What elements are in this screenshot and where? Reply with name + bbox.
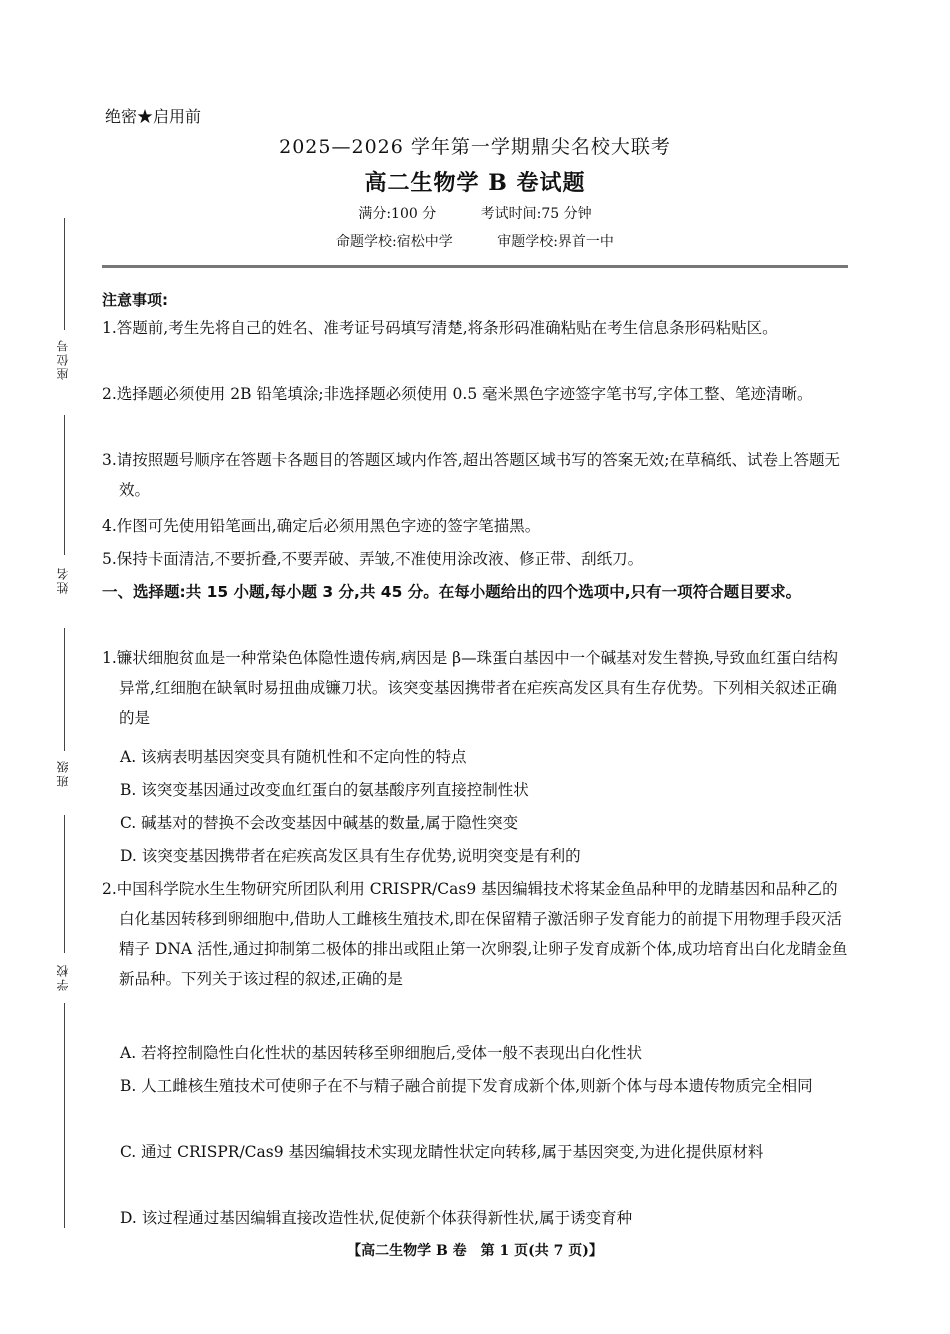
page-footer: 【高二生物学 B 卷 第 1 页(共 7 页)】 (347, 1243, 603, 1259)
seat-label: 座位号 (56, 338, 70, 380)
question-option: D. 该过程通过基因编辑直接改造性状,促使新个体获得新性状,属于诱变育种 (120, 1209, 633, 1227)
question-option: A. 若将控制隐性白化性状的基因转移至卵细胞后,受体一般不表现出白化性状 (120, 1044, 642, 1062)
question-option: C. 通过 CRISPR/Cas9 基因编辑技术实现龙睛性状定向转移,属于基因突变,为进化提供原材料 (120, 1143, 764, 1161)
note-item: 3.请按照题号顺序在答题卡各题目的答题区域内作答,超出答题区域书写的答案无效;在草稿纸、试卷上答题无效。 (102, 451, 840, 499)
exam-meta-schools (0, 231, 950, 251)
binding-line (64, 415, 65, 555)
note-item: 4.作图可先使用铅笔画出,确定后必须用黑色字迹的签字笔描黑。 (102, 517, 541, 535)
school-label: 学校 (56, 963, 70, 991)
exam-meta-score-time (0, 203, 950, 223)
question-stem: 1.镰状细胞贫血是一种常染色体隐性遗传病,病因是 β—珠蛋白基因中一个碱基对发生替换,导致血红蛋白结构异常,红细胞在缺氧时易扭曲成镰刀状。该突变基因携带者在疟疾高发区具有生存优势。下列相关叙述正确的是 (102, 649, 839, 727)
header-divider (102, 265, 848, 268)
reviewer-school: 审题学校:界首一中 (497, 234, 614, 250)
question-option: C. 碱基对的替换不会改变基因中碱基的数量,属于隐性突变 (120, 814, 519, 832)
paper-title: 高二生物学 B 卷试题 (364, 170, 586, 196)
full-score: 满分:100 分 (358, 206, 437, 222)
secret-label: 绝密★启用前 (105, 107, 202, 126)
question-option: B. 人工雌核生殖技术可使卵子在不与精子融合前提下发育成新个体,则新个体与母本遗传物质完全相同 (120, 1077, 813, 1095)
question-stem: 2.中国科学院水生生物研究所团队利用 CRISPR/Cas9 基因编辑技术将某金鱼品种甲的龙睛基因和品种乙的白化基因转移到卵细胞中,借助人工雌核生殖技术,即在保留精子激活卵子发育能力的前提下用物理手段灭活精子 DNA 活性,通过抑制第二极体的排出或阻止第一次卵裂,让卵子发育成新个体,成功培育出白化龙睛金鱼新品种。下列关于该过程的叙述,正确的是 (102, 880, 848, 988)
name-label: 姓名 (56, 566, 70, 594)
section-heading: 一、选择题:共 15 小题,每小题 3 分,共 45 分。在每小题给出的四个选项中,只有一项符合题目要求。 (102, 583, 802, 601)
binding-line (64, 1003, 65, 1228)
question-option: A. 该病表明基因突变具有随机性和不定向性的特点 (120, 748, 467, 766)
binding-line (64, 815, 65, 953)
setter-school: 命题学校:宿松中学 (336, 234, 453, 250)
exam-time: 考试时间:75 分钟 (480, 206, 592, 222)
note-item: 1.答题前,考生先将自己的姓名、准考证号码填写清楚,将条形码准确粘贴在考生信息条形码粘贴区。 (102, 319, 778, 337)
notes-heading: 注意事项: (102, 291, 168, 309)
note-item: 5.保持卡面清洁,不要折叠,不要弄破、弄皱,不准使用涂改液、修正带、刮纸刀。 (102, 550, 644, 568)
note-item: 2.选择题必须使用 2B 铅笔填涂;非选择题必须使用 0.5 毫米黑色字迹签字笔书写,字体工整、笔迹清晰。 (102, 385, 813, 403)
binding-line (64, 218, 65, 330)
exam-title: 2025—2026 学年第一学期鼎尖名校大联考 (279, 136, 671, 158)
binding-line (64, 628, 65, 751)
class-label: 班级 (56, 759, 70, 787)
question-option: D. 该突变基因携带者在疟疾高发区具有生存优势,说明突变是有利的 (120, 847, 581, 865)
question-option: B. 该突变基因通过改变血红蛋白的氨基酸序列直接控制性状 (120, 781, 529, 799)
